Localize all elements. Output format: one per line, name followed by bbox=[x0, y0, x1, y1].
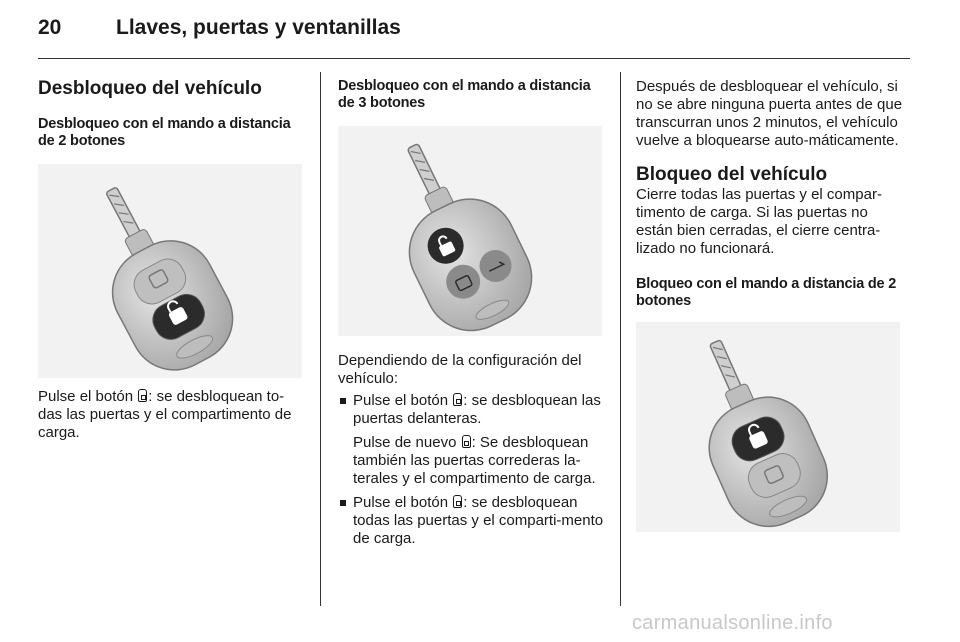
column-divider-1 bbox=[320, 72, 321, 606]
subsection-title-2-button-lock: Bloqueo con el mando a distancia de 2 botones bbox=[636, 276, 897, 309]
relock-info: Después de desbloquear el vehículo, si no se abre ninguna puerta antes de que transcurran unos 2 minutos, el vehículo vuelve a bloquearse auto-máticamente. bbox=[636, 78, 903, 149]
col2-intro: Dependiendo de la configuración del vehículo: bbox=[338, 352, 582, 387]
unlock-options-list-2 bbox=[338, 494, 606, 548]
column-divider-2 bbox=[620, 72, 621, 606]
bullet-marker bbox=[340, 398, 346, 404]
subsection-title-3-button-unlock: Desbloqueo con el mando a distancia de 3 botones bbox=[338, 78, 591, 111]
subsection-title-2-button-unlock: Desbloqueo con el mando a distancia de 2 botones bbox=[38, 116, 291, 149]
column-1 bbox=[38, 72, 306, 442]
unlock-options-list bbox=[338, 392, 606, 428]
unlock-button-icon bbox=[138, 389, 147, 402]
section-title-locking: Bloqueo del vehículo bbox=[636, 164, 828, 185]
header-divider bbox=[38, 58, 910, 59]
locking-info: Cierre todas las puertas y el compar-timento de carga. Si las puertas no están bien cerradas, el cierre centra-lizado no funcionará. bbox=[636, 186, 882, 257]
key-fob-2-button-lock-illustration bbox=[636, 322, 900, 532]
bullet-marker bbox=[340, 500, 346, 506]
key-fob-3-button-unlock-illustration bbox=[338, 126, 602, 336]
column-3 bbox=[636, 72, 906, 532]
col1-unlock-instruction: Pulse el botón : se desbloquean to-das las puertas y el compartimento de carga. bbox=[38, 388, 292, 441]
list-item: Pulse el botón : se desbloquean todas las puertas y el comparti-mento de carga. bbox=[338, 494, 606, 548]
page-header bbox=[38, 16, 918, 46]
key-fob-2-button-unlock-illustration bbox=[38, 164, 302, 378]
unlock-button-icon bbox=[453, 495, 462, 508]
list-item: Pulse el botón : se desbloquean las puertas delanteras. bbox=[338, 392, 606, 428]
column-2 bbox=[338, 72, 606, 548]
list-item-continuation: Pulse de nuevo : Se desbloquean también las puertas correderas la-terales y el compartimento de carga. bbox=[353, 434, 596, 487]
unlock-button-icon bbox=[453, 393, 462, 406]
site-watermark: carmanualsonline.info bbox=[632, 612, 833, 634]
page-number: 20 bbox=[38, 16, 62, 39]
chapter-title: Llaves, puertas y ventanillas bbox=[116, 16, 401, 39]
section-title-unlocking: Desbloqueo del vehículo bbox=[38, 78, 262, 99]
unlock-button-icon bbox=[462, 435, 471, 448]
